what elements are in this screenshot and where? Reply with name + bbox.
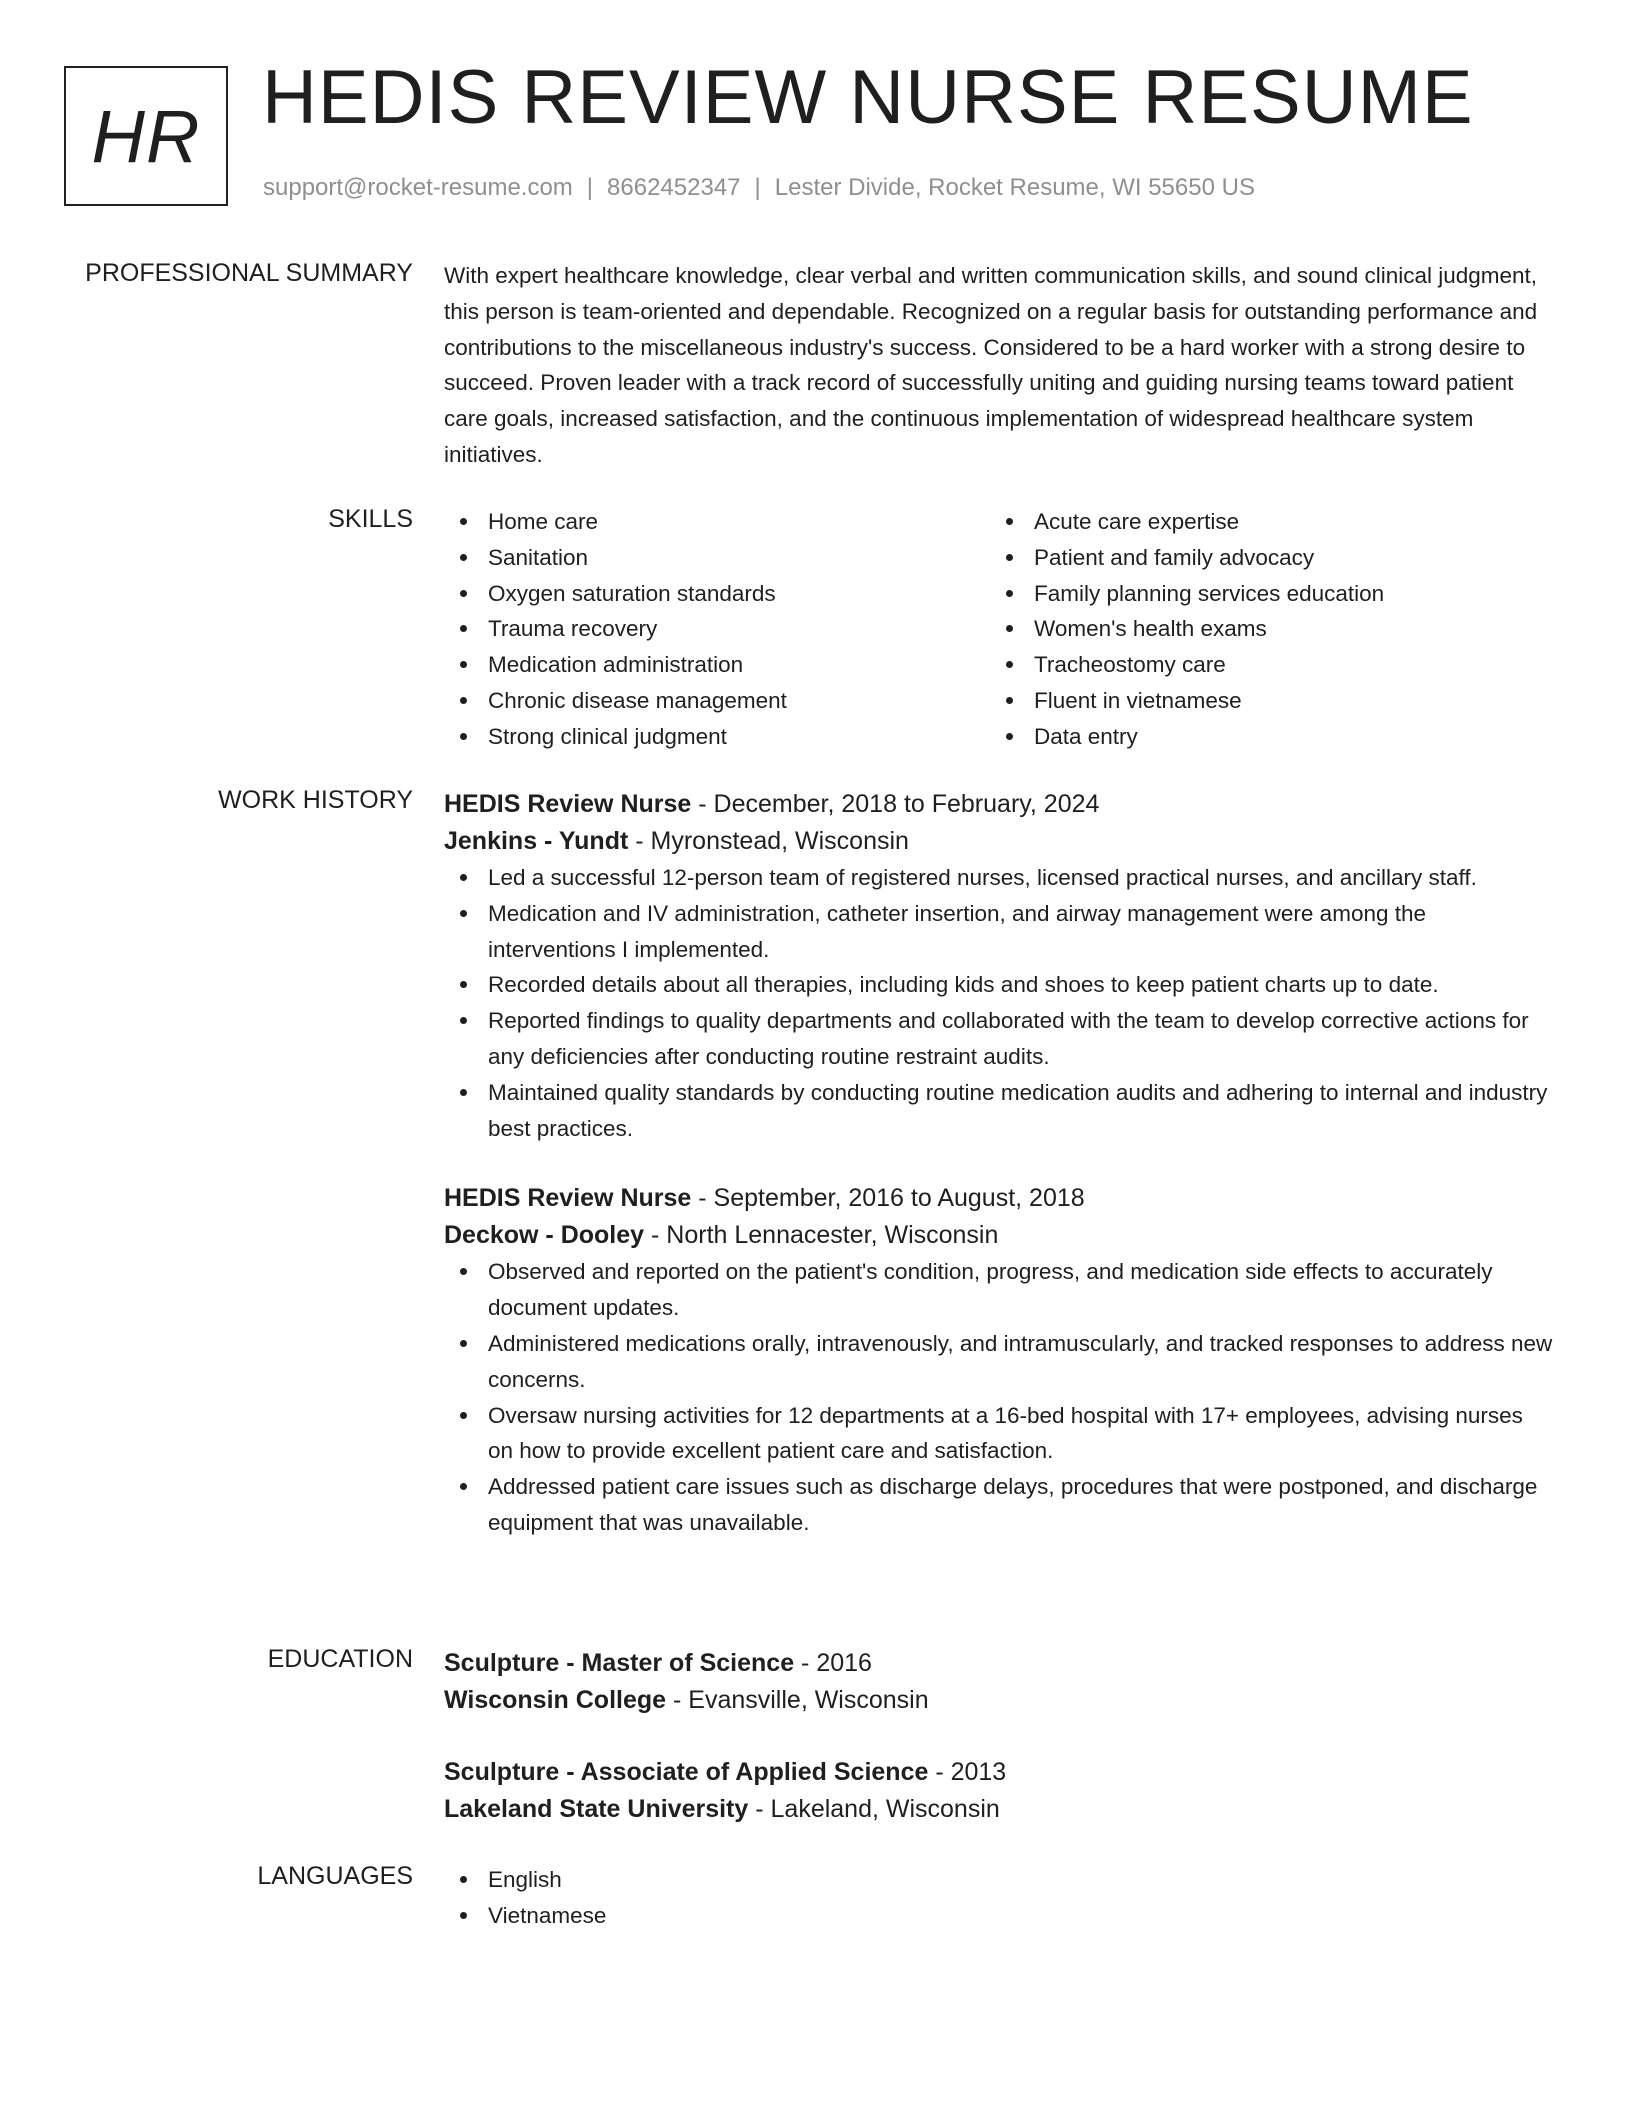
skill-item: Sanitation xyxy=(444,540,990,576)
job-bullet: Led a successful 12-person team of registered nurses, licensed practical nurses, and ancillary staff. xyxy=(444,860,1554,896)
skill-item: Tracheostomy care xyxy=(990,647,1536,683)
section-label-languages: LANGUAGES xyxy=(257,1862,413,1890)
skill-item: Medication administration xyxy=(444,647,990,683)
job-title-line xyxy=(444,786,1554,823)
school: Wisconsin College xyxy=(444,1686,667,1714)
education-entry xyxy=(444,1754,1554,1828)
job-entry xyxy=(444,786,1554,1146)
contact-email[interactable]: support@rocket-resume.com xyxy=(263,174,573,201)
job-bullets xyxy=(444,1254,1554,1540)
job-employer-line xyxy=(444,823,1554,860)
language-item: English xyxy=(444,1862,1554,1898)
section-label-summary: PROFESSIONAL SUMMARY xyxy=(85,259,413,287)
degree-year: - 2013 xyxy=(928,1758,1007,1786)
job-title-line xyxy=(444,1180,1554,1217)
skill-item: Home care xyxy=(444,504,990,540)
degree-year: - 2016 xyxy=(794,1649,872,1677)
job-bullet: Recorded details about all therapies, including kids and shoes to keep patient charts up to date. xyxy=(444,967,1554,1003)
work-history-body xyxy=(444,786,1554,1541)
degree: Sculpture - Master of Science xyxy=(444,1649,795,1677)
skill-item: Strong clinical judgment xyxy=(444,719,990,755)
education-entry xyxy=(444,1645,1554,1719)
job-location: - Myronstead, Wisconsin xyxy=(628,827,909,855)
job-title: HEDIS Review Nurse xyxy=(444,790,692,818)
section-label-skills: SKILLS xyxy=(328,505,413,533)
job-employer: Jenkins - Yundt xyxy=(444,827,629,855)
skill-item: Family planning services education xyxy=(990,576,1536,612)
job-title: HEDIS Review Nurse xyxy=(444,1184,692,1213)
skill-item: Chronic disease management xyxy=(444,683,990,719)
language-item: Vietnamese xyxy=(444,1898,1554,1934)
contact-line xyxy=(263,174,1255,202)
skill-item: Trauma recovery xyxy=(444,611,990,647)
resume-title: HEDIS REVIEW NURSE RESUME xyxy=(262,55,1474,140)
languages-list xyxy=(444,1862,1554,1934)
skill-item: Data entry xyxy=(990,719,1536,755)
school: Lakeland State University xyxy=(444,1795,749,1823)
job-employer: Deckow - Dooley xyxy=(444,1221,645,1250)
skills-list-left xyxy=(444,504,990,755)
section-label-work-history: WORK HISTORY xyxy=(218,786,413,814)
skill-item: Women's health exams xyxy=(990,611,1536,647)
job-dates: - September, 2016 to August, 2018 xyxy=(691,1184,1085,1213)
job-bullet: Addressed patient care issues such as discharge delays, procedures that were postponed, and discharge equipment that was unavailable. xyxy=(444,1469,1554,1541)
degree: Sculpture - Associate of Applied Science xyxy=(444,1758,929,1786)
languages-body xyxy=(444,1862,1554,1934)
job-bullet: Administered medications orally, intravenously, and intramuscularly, and tracked responses to address new concerns. xyxy=(444,1326,1554,1398)
job-bullet: Oversaw nursing activities for 12 departments at a 16-bed hospital with 17+ employees, advising nurses on how to provide excellent patient care and satisfaction. xyxy=(444,1398,1554,1470)
contact-phone[interactable]: 8662452347 xyxy=(607,174,741,201)
school-line xyxy=(444,1791,1554,1828)
job-bullet: Maintained quality standards by conducting routine medication audits and adhering to internal and industry best practices. xyxy=(444,1075,1554,1147)
job-employer-line xyxy=(444,1217,1554,1254)
school-location: - Evansville, Wisconsin xyxy=(666,1686,929,1714)
education-body xyxy=(444,1645,1554,1828)
monogram-logo: HR xyxy=(64,66,228,206)
job-bullet: Observed and reported on the patient's condition, progress, and medication side effects to accurately document updates. xyxy=(444,1254,1554,1326)
skill-item: Acute care expertise xyxy=(990,504,1536,540)
skill-item: Patient and family advocacy xyxy=(990,540,1536,576)
job-bullet: Reported findings to quality departments and collaborated with the team to develop corrective actions for any deficiencies after conducting routine restraint audits. xyxy=(444,1003,1554,1075)
summary-text: With expert healthcare knowledge, clear verbal and written communication skills, and sound clinical judgment, this person is team-oriented and dependable. Recognized on a regular basis for outstanding performance and contributions to the miscellaneous industry's success. Considered to be a hard worker with a strong desire to succeed. Proven leader with a track record of successfully uniting and guiding nursing teams toward patient care goals, increased satisfaction, and the continuous implementation of widespread healthcare system initiatives. xyxy=(444,263,1538,467)
skills-body xyxy=(444,504,1554,755)
job-entry xyxy=(444,1180,1554,1540)
contact-separator: | xyxy=(754,174,761,201)
job-dates: - December, 2018 to February, 2024 xyxy=(691,790,1100,818)
skill-item: Fluent in vietnamese xyxy=(990,683,1536,719)
job-location: - North Lennacester, Wisconsin xyxy=(644,1221,999,1250)
school-line xyxy=(444,1682,1554,1719)
job-bullet: Medication and IV administration, catheter insertion, and airway management were among the interventions I implemented. xyxy=(444,896,1554,968)
skill-item: Oxygen saturation standards xyxy=(444,576,990,612)
school-location: - Lakeland, Wisconsin xyxy=(748,1795,1000,1823)
contact-address: Lester Divide, Rocket Resume, WI 55650 US xyxy=(774,174,1255,201)
skills-list-right xyxy=(990,504,1536,755)
contact-separator: | xyxy=(586,174,594,201)
degree-line xyxy=(444,1645,1554,1682)
job-bullets xyxy=(444,860,1554,1146)
section-label-education: EDUCATION xyxy=(267,1645,413,1673)
degree-line xyxy=(444,1754,1554,1791)
